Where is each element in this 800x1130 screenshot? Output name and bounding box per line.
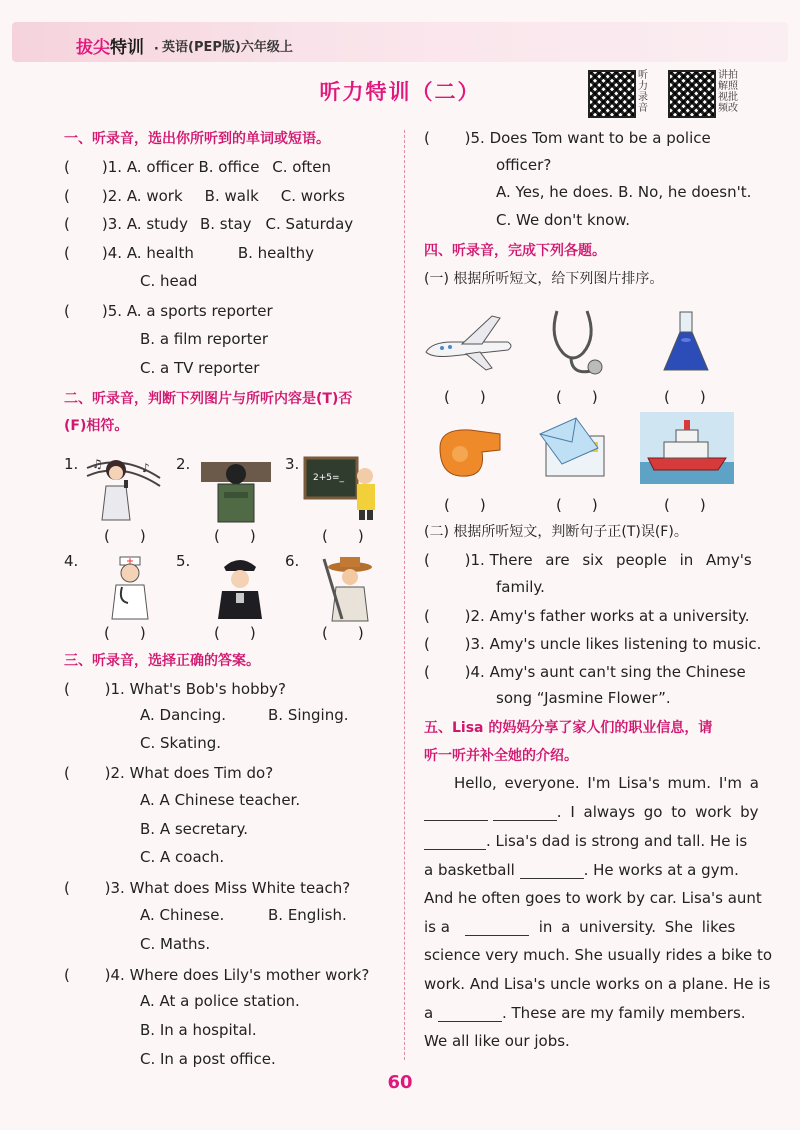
p5-line8: work. And Lisa's uncle works on a plane. He is: [424, 975, 771, 993]
letter-picture: [536, 416, 616, 482]
blank-3[interactable]: [424, 833, 486, 850]
p3-q3-c: C. Maths.: [140, 935, 211, 953]
p4-item4: ( )4. Amy's aunt can't sing the Chinese: [424, 663, 746, 681]
blank-5[interactable]: [465, 919, 529, 936]
p4-bracket-1[interactable]: ( ): [444, 388, 486, 406]
singer-picture: [82, 448, 162, 523]
part4-sub2: (二) 根据所听短文，判断句子正(T)误(F)。: [424, 524, 688, 540]
p5-line3: . Lisa's dad is strong and tall. He is: [424, 832, 747, 850]
p3-q4: ( )4. Where does Lily's mother work?: [64, 966, 370, 984]
qr-code-video[interactable]: [668, 70, 716, 118]
brand-logo: 拔尖特训 ·: [76, 38, 159, 58]
board-text: 2+5=_: [313, 473, 345, 483]
part4-sub1: (一) 根据所听短文，给下列图片排序。: [424, 271, 664, 287]
p2-num-2: 2.: [176, 455, 191, 473]
whistle-picture: [430, 420, 508, 482]
policeman-picture: [210, 555, 270, 621]
p3-q1-a: A. Dancing.: [140, 706, 226, 724]
p2-bracket-5[interactable]: ( ): [214, 624, 256, 642]
p1-row3: ( )3. A. study B. stay C. Saturday: [64, 215, 354, 233]
p3-q4-a: A. At a police station.: [140, 992, 300, 1010]
part1-heading: 一、听录音，选出你所听到的单词或短语。: [64, 131, 330, 147]
ship-picture: [640, 412, 734, 484]
p5-line9: a . These are my family members.: [424, 1004, 746, 1022]
p1-row2: ( )2. A. work B. walk C. works: [64, 187, 345, 205]
p3-q3: ( )3. What does Miss White teach?: [64, 879, 351, 897]
p5-line6: is a in a university. She likes: [424, 918, 736, 936]
p1-row5-c: C. a TV reporter: [140, 359, 260, 377]
part2-heading-1: 二、听录音，判断下列图片与所听内容是(T)否: [64, 391, 353, 407]
p1-row5: ( )5. A. a sports reporter: [64, 302, 273, 320]
p2-num-4: 4.: [64, 552, 79, 570]
p4-item1-cont: family.: [496, 578, 545, 596]
part3-heading: 三、听录音，选择正确的答案。: [64, 653, 260, 669]
p3-q2-b: B. A secretary.: [140, 820, 248, 838]
p4-item3: ( )3. Amy's uncle likes listening to music.: [424, 635, 762, 653]
blank-4[interactable]: [520, 862, 584, 879]
p4-bracket-2[interactable]: ( ): [556, 388, 598, 406]
page-number: 60: [387, 1072, 413, 1093]
p5-line10: We all like our jobs.: [424, 1032, 570, 1050]
flask-picture: [660, 310, 712, 376]
part5-heading-1: 五、Lisa 的妈妈分享了家人们的职业信息，请: [424, 720, 713, 736]
page-title: 听力特训（二）: [319, 80, 481, 104]
p5-line7: science very much. She usually rides a bike to: [424, 946, 773, 964]
p5-line1: Hello, everyone. I'm Lisa's mum. I'm a: [454, 774, 759, 792]
part5-heading-2: 听一听并补全她的介绍。: [424, 748, 578, 764]
p3-q4-c: C. In a post office.: [140, 1050, 276, 1068]
p3-q3-b: B. English.: [268, 906, 347, 924]
svg-text:♫: ♫: [92, 457, 103, 471]
p3-q5-a: A. Yes, he does. B. No, he doesn't.: [496, 183, 752, 201]
qr-label-video: 讲拍解照视批频改: [718, 70, 738, 114]
p3-q5: ( )5. Does Tom want to be a police: [424, 129, 711, 147]
blank-6[interactable]: [438, 1005, 502, 1022]
p3-q3-a: A. Chinese.: [140, 906, 225, 924]
p5-line5: And he often goes to work by car. Lisa's aunt: [424, 889, 762, 907]
subject-label: 英语(PEP版)六年级上: [162, 40, 293, 55]
p2-num-6: 6.: [285, 552, 300, 570]
p3-q5-c: C. We don't know.: [496, 211, 630, 229]
p1-row1: ( )1. A. officer B. office C. often: [64, 158, 332, 176]
teacher-picture: [303, 452, 385, 522]
p2-bracket-1[interactable]: ( ): [104, 527, 146, 545]
p4-bracket-4[interactable]: ( ): [444, 496, 486, 514]
p3-q2-c: C. A coach.: [140, 848, 225, 866]
p4-item1: ( )1. There are six people in Amy's: [424, 551, 752, 569]
stethoscope-picture: [545, 307, 607, 379]
column-divider: [404, 130, 405, 1060]
blank-2[interactable]: [493, 804, 557, 821]
p2-num-1: 1.: [64, 455, 79, 473]
blank-1[interactable]: [424, 804, 488, 821]
p1-row5-b: B. a film reporter: [140, 330, 268, 348]
p2-bracket-6[interactable]: ( ): [322, 624, 364, 642]
airplane-picture: [422, 312, 514, 372]
p3-q2: ( )2. What does Tim do?: [64, 764, 274, 782]
p2-bracket-4[interactable]: ( ): [104, 624, 146, 642]
p2-num-5: 5.: [176, 552, 191, 570]
qr-label-audio: 听力录音: [638, 70, 648, 114]
p4-bracket-6[interactable]: ( ): [664, 496, 706, 514]
p2-bracket-3[interactable]: ( ): [322, 527, 364, 545]
qr-code-audio[interactable]: [588, 70, 636, 118]
p4-item4-cont: song “Jasmine Flower”.: [496, 689, 671, 707]
doctor-picture: [100, 555, 160, 621]
p4-bracket-3[interactable]: ( ): [664, 388, 706, 406]
p3-q4-b: B. In a hospital.: [140, 1021, 257, 1039]
p5-line4: a basketball . He works at a gym.: [424, 861, 739, 879]
part4-heading: 四、听录音，完成下列各题。: [424, 243, 606, 259]
p4-bracket-5[interactable]: ( ): [556, 496, 598, 514]
p1-row4: ( )4. A. health B. healthy: [64, 244, 315, 262]
svg-text:♪: ♪: [142, 461, 150, 475]
p5-line2: . I always go to work by: [424, 803, 759, 821]
p3-q2-a: A. A Chinese teacher.: [140, 791, 301, 809]
p2-bracket-2[interactable]: ( ): [214, 527, 256, 545]
farmer-picture: [318, 553, 382, 623]
p2-num-3: 3.: [285, 455, 300, 473]
p3-q1-c: C. Skating.: [140, 734, 221, 752]
part2-heading-2: (F)相符。: [64, 418, 129, 434]
p3-q5-cont: officer?: [496, 156, 552, 174]
soldier-picture: [196, 452, 276, 524]
p1-row4-c: C. head: [140, 272, 198, 290]
p3-q1: ( )1. What's Bob's hobby?: [64, 680, 286, 698]
p3-q1-b: B. Singing.: [268, 706, 349, 724]
p4-item2: ( )2. Amy's father works at a university.: [424, 607, 750, 625]
